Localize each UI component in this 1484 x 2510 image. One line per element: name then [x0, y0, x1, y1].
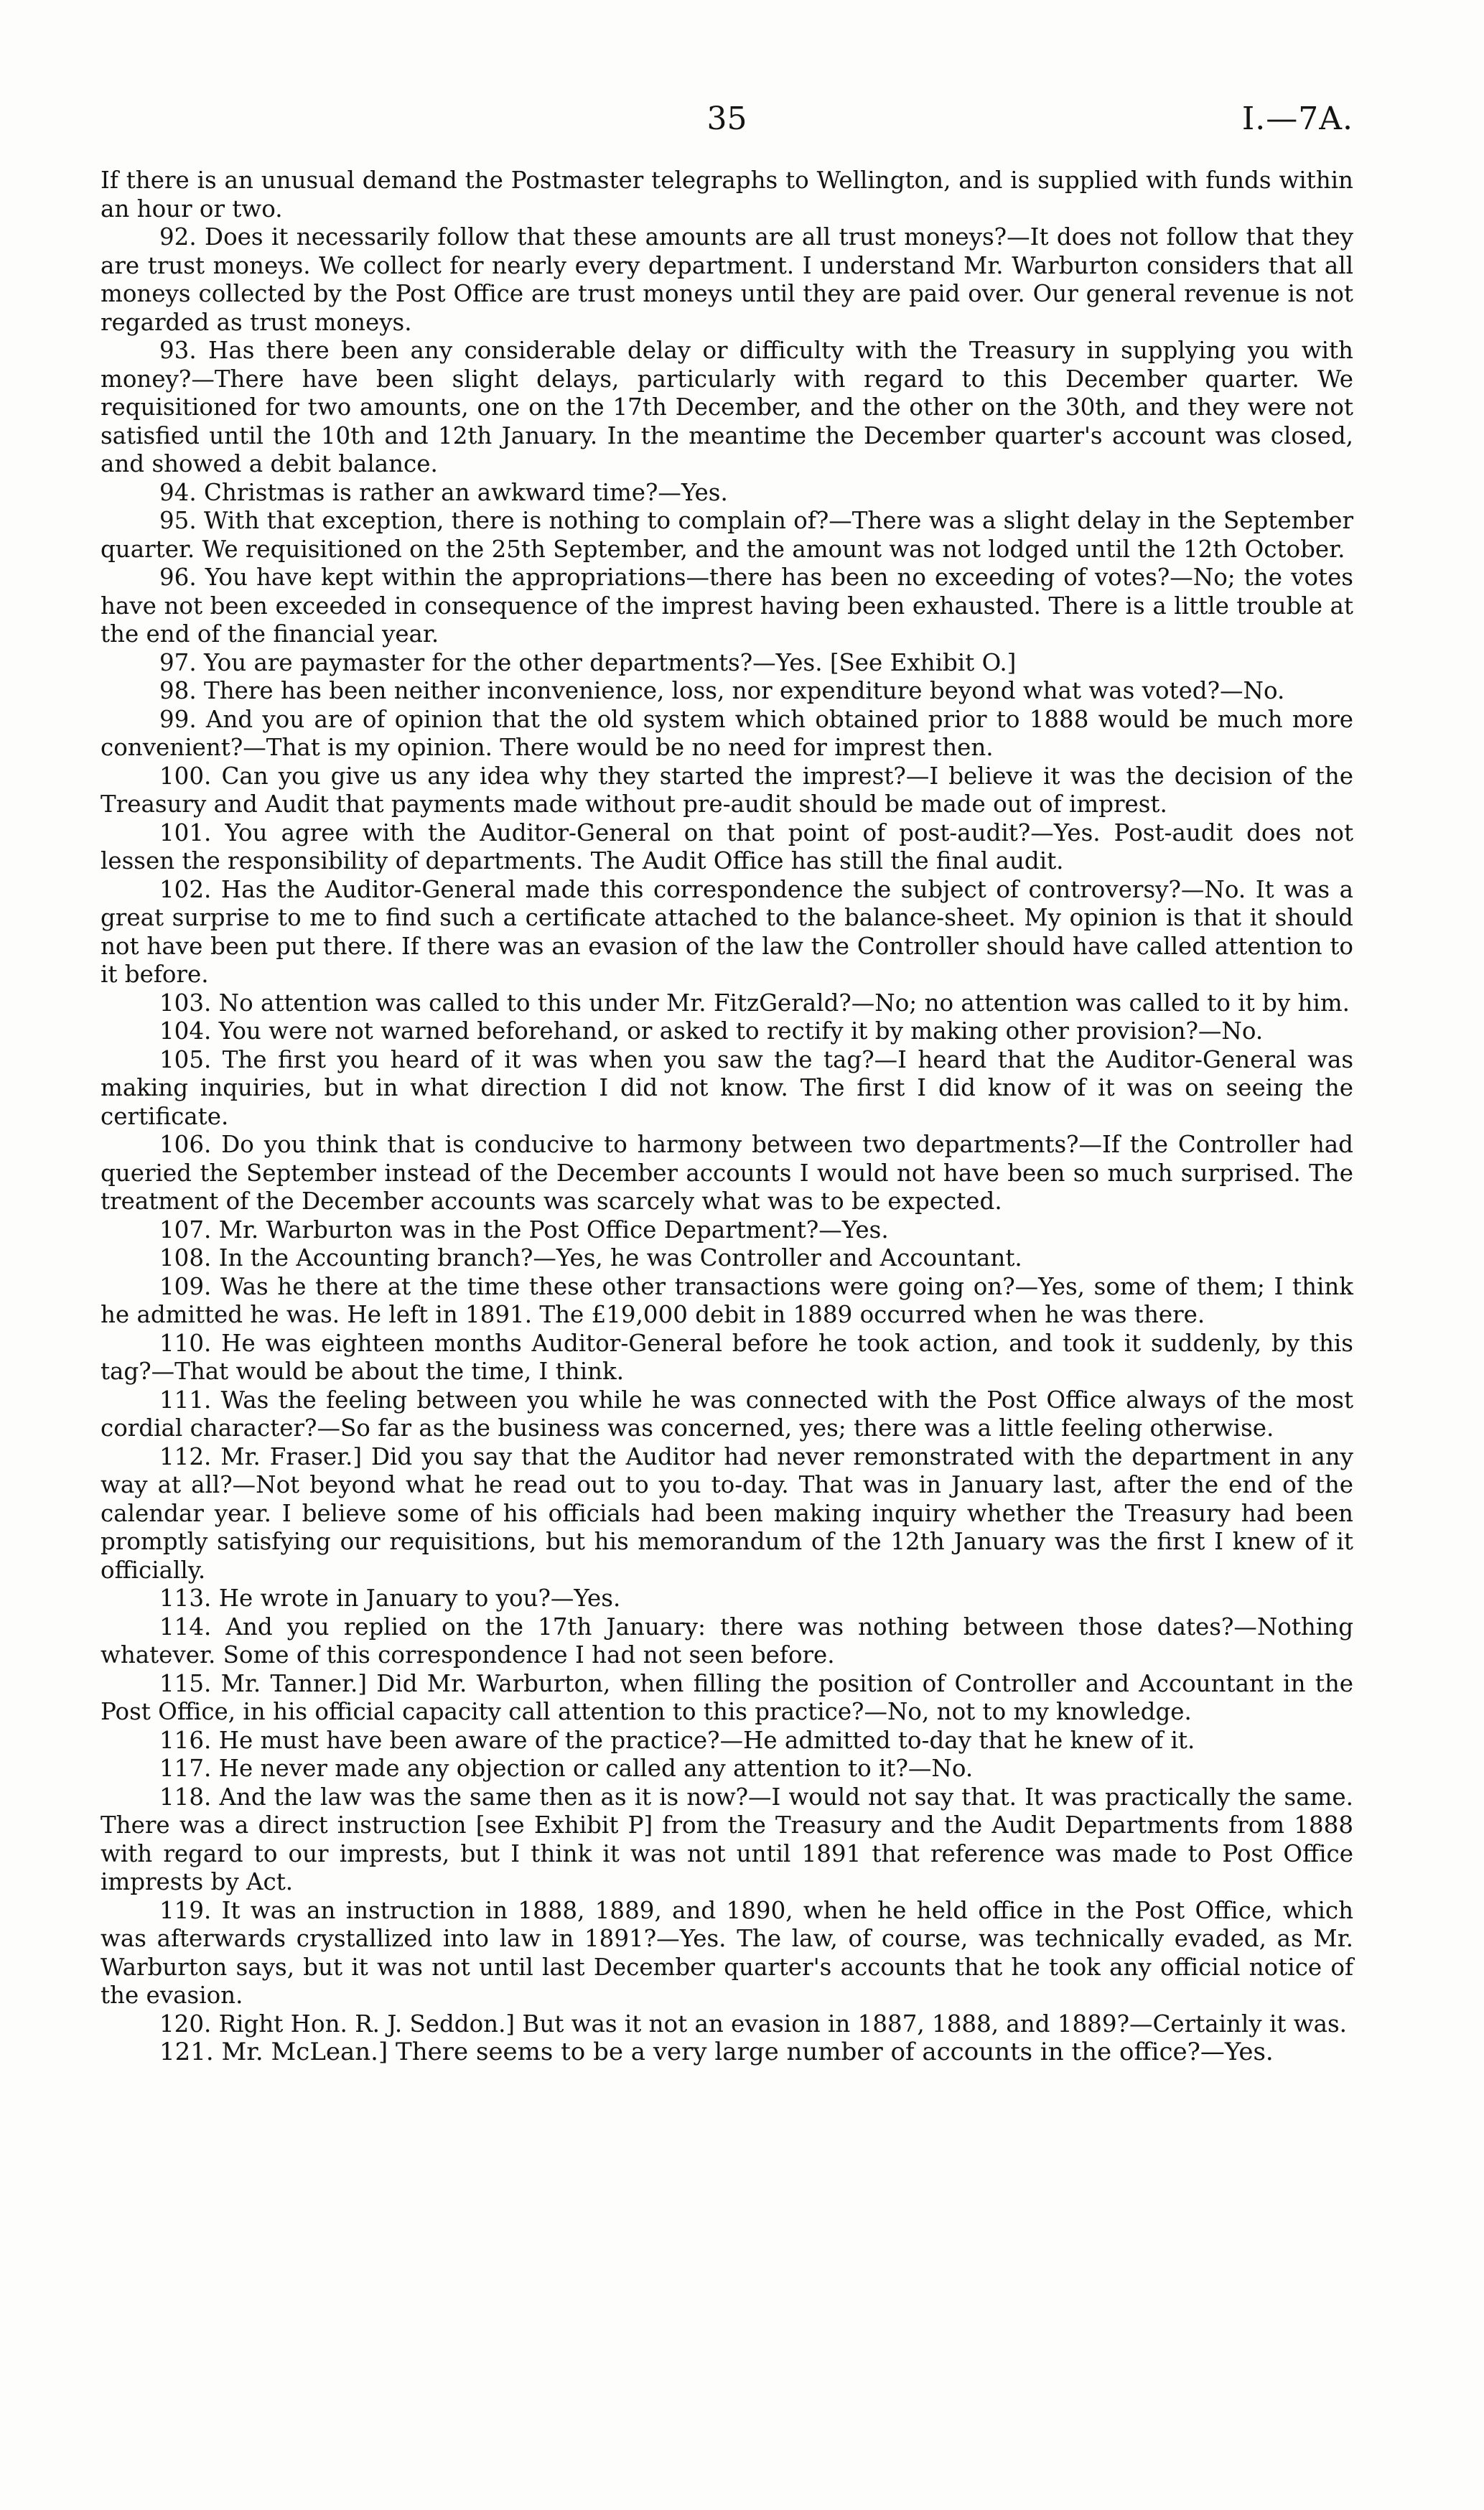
paragraph-120: 120. Right Hon. R. J. Seddon.] But was it not an evasion in 1887, 1888, and 1889?—Certainly it was. [159, 2010, 1347, 2038]
paragraph-117: 117. He never made any objection or called any attention to it?—No. [159, 1755, 974, 1782]
paragraph-118: 118. And the law was the same then as it is now?—I would not say that. It was practically the same. There was a direct instruction [see Exhibit P] from the Treasury and the Audit Departments from 1888 with regard to our imprests, but I think it was not until 1891 that reference was made to Post Office imprests by Act. [101, 1783, 1353, 1895]
paragraph-92: 92. Does it necessarily follow that these amounts are all trust moneys?—It does not follow that they are trust moneys. We collect for nearly every department. I understand Mr. Warburton considers that all moneys collected by the Post Office are trust moneys until they are paid over. Our general revenue is not regarded as trust moneys. [101, 223, 1353, 336]
paragraph-continuation: If there is an unusual demand the Postmaster telegraphs to Wellington, and is supplied with funds within an hour or two. [101, 167, 1353, 223]
paragraph-116: 116. He must have been aware of the practice?—He admitted to-day that he knew of it. [159, 1726, 1195, 1754]
paragraph-113: 113. He wrote in January to you?—Yes. [159, 1585, 621, 1612]
document-reference: I.—7A. [1241, 101, 1353, 137]
paragraph-114: 114. And you replied on the 17th January: there was nothing between those dates?—Nothing whatever. Some of this correspondence I had not seen before. [101, 1613, 1353, 1669]
paragraph-100: 100. Can you give us any idea why they started the imprest?—I believe it was the decision of the Treasury and Audit that payments made without pre-audit should be made out of imprest. [101, 762, 1353, 818]
body-text [101, 167, 1353, 2067]
paragraph-105: 105. The first you heard of it was when you saw the tag?—I heard that the Auditor-General was making inquiries, but in what direction I did not know. The first I did know of it was on seeing the certificate. [101, 1045, 1353, 1130]
paragraph-93: 93. Has there been any considerable delay or difficulty with the Treasury in supplying you with money?—There have been slight delays, particularly with regard to this December quarter. We requisitioned for two amounts, one on the 17th December, and the other on the 30th, and they were not satisfied until the 10th and 12th January. In the meantime the December quarter's account was closed, and showed a debit balance. [101, 337, 1353, 477]
paragraph-94: 94. Christmas is rather an awkward time?—Yes. [159, 478, 728, 506]
paragraph-107: 107. Mr. Warburton was in the Post Office Department?—Yes. [159, 1216, 889, 1244]
paragraph-99: 99. And you are of opinion that the old system which obtained prior to 1888 would be much more convenient?—That is my opinion. There would be no need for imprest then. [101, 705, 1353, 761]
paragraph-106: 106. Do you think that is conducive to harmony between two departments?—If the Controller had queried the September instead of the December accounts I would not have been so much surprised. The treatment of the December accounts was scarcely what was to be expected. [101, 1131, 1353, 1215]
paragraph-109: 109. Was he there at the time these other transactions were going on?—Yes, some of them; I think he admitted he was. He left in 1891. The £19,000 debit in 1889 occurred when he was there. [101, 1272, 1353, 1328]
page-number: 35 [706, 101, 747, 137]
paragraph-103: 103. No attention was called to this under Mr. FitzGerald?—No; no attention was called to it by him. [159, 989, 1350, 1017]
paragraph-97: 97. You are paymaster for the other departments?—Yes. [See Exhibit O.] [159, 648, 1017, 676]
paragraph-108: 108. In the Accounting branch?—Yes, he was Controller and Accountant. [159, 1244, 1022, 1272]
paragraph-98: 98. There has been neither inconvenience, loss, nor expenditure beyond what was voted?—No. [159, 677, 1285, 704]
paragraph-121: 121. Mr. McLean.] There seems to be a very large number of accounts in the office?—Yes. [159, 2038, 1274, 2066]
page-header [101, 101, 1353, 144]
paragraph-115: 115. Mr. Tanner.] Did Mr. Warburton, when filling the position of Controller and Accountant in the Post Office, in his official capacity call attention to this practice?—No, not to my knowledge. [101, 1669, 1353, 1725]
paragraph-95: 95. With that exception, there is nothing to complain of?—There was a slight delay in the September quarter. We requisitioned on the 25th September, and the amount was not lodged until the 12th October. [101, 507, 1353, 563]
paragraph-101: 101. You agree with the Auditor-General on that point of post-audit?—Yes. Post-audit does not lessen the responsibility of departments. The Audit Office has still the final audit. [101, 818, 1353, 874]
paragraph-111: 111. Was the feeling between you while he was connected with the Post Office always of the most cordial character?—So far as the business was concerned, yes; there was a little feeling otherwise. [101, 1386, 1353, 1442]
paragraph-119: 119. It was an instruction in 1888, 1889, and 1890, when he held office in the Post Office, which was afterwards crystallized into law in 1891?—Yes. The law, of course, was technically evaded, as Mr. Warburton says, but it was not until last December quarter's accounts that he took any official notice of the evasion. [101, 1896, 1353, 2009]
paragraph-102: 102. Has the Auditor-General made this correspondence the subject of controversy?—No. It was a great surprise to me to find such a certificate attached to the balance-sheet. My opinion is that it should not have been put there. If there was an evasion of the law the Controller should have called attention to it before. [101, 875, 1353, 988]
paragraph-110: 110. He was eighteen months Auditor-General before he took action, and took it suddenly, by this tag?—That would be about the time, I think. [101, 1329, 1353, 1385]
paragraph-104: 104. You were not warned beforehand, or asked to rectify it by making other provision?—No. [159, 1017, 1264, 1045]
paragraph-96: 96. You have kept within the appropriations—there has been no exceeding of votes?—No; the votes have not been exceeded in consequence of the imprest having been exhausted. There is a little trouble at the end of the financial year. [101, 564, 1353, 648]
paragraph-112: 112. Mr. Fraser.] Did you say that the Auditor had never remonstrated with the department in any way at all?—Not beyond what he read out to you to-day. That was in January last, after the end of the calendar year. I believe some of his officials had been making inquiry whether the Treasury had been promptly satisfying our requisitions, but his memorandum of the 12th January was the first I knew of it officially. [101, 1442, 1353, 1584]
